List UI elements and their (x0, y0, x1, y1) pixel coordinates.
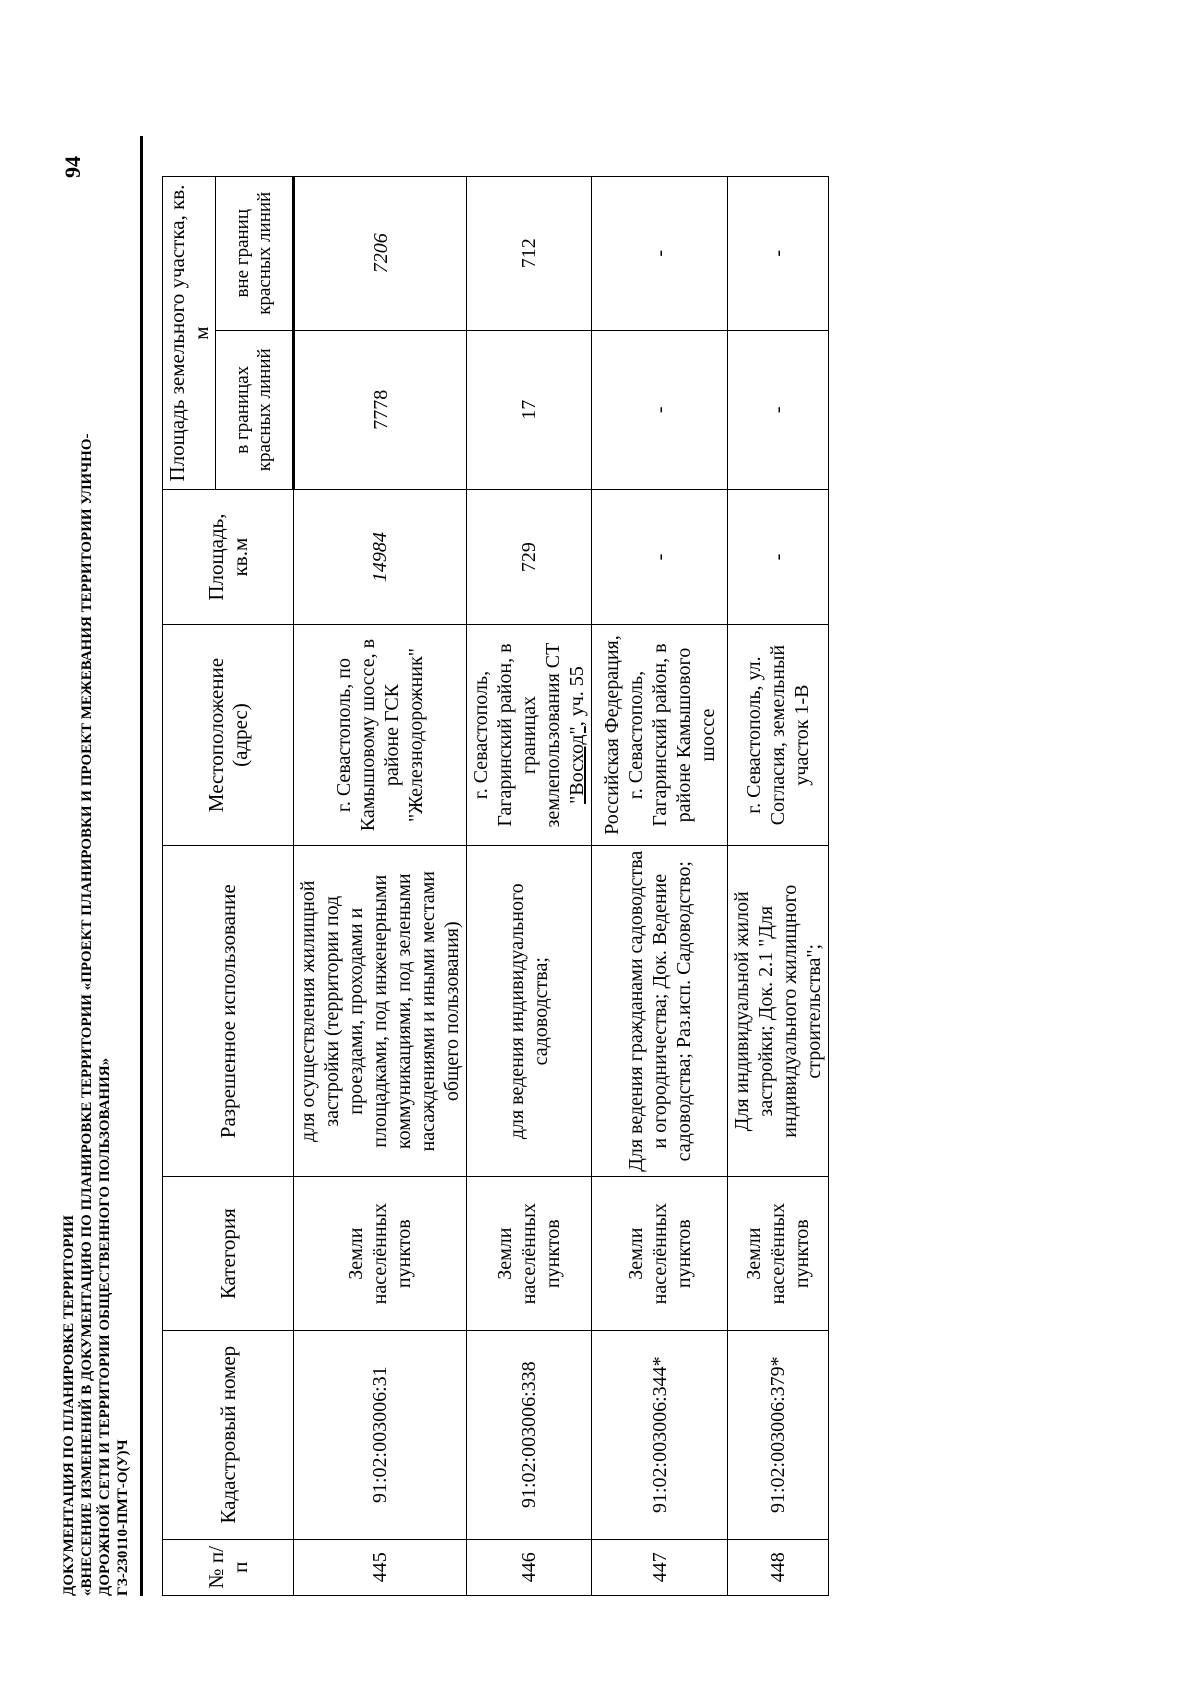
cell-location (467, 625, 592, 846)
cell-area: 729 (467, 490, 592, 625)
cell-category: Земли населённых пунктов (728, 1177, 829, 1330)
col-header-num: № п/п (163, 1539, 294, 1595)
document-header (60, 433, 132, 1596)
table-row (592, 177, 728, 1596)
location-text: , уч. 55 (566, 666, 588, 727)
col-header-inside-red-lines: в границах красных линий (216, 330, 294, 490)
col-header-outside-red-lines: вне границ красных линий (216, 177, 294, 331)
table-row (728, 177, 829, 1596)
cell-outside-red-lines: 712 (467, 177, 592, 331)
cell-category: Земли населённых пунктов (592, 1177, 728, 1330)
cell-cadastral: 91:02:003006:344* (592, 1330, 728, 1539)
col-header-area: Площадь, кв.м (163, 490, 294, 625)
cell-permitted-use: Для ведения гражданами садоводства и огородничества; Док. Ведение садоводства; Раз.исп. Садоводство; (592, 846, 728, 1177)
cell-outside-red-lines: 7206 (294, 177, 467, 331)
cell-inside-red-lines: 17 (467, 330, 592, 490)
cell-location: Российская Федерация, г. Севастополь, Гагаринский район, в районе Камышового шоссе (592, 625, 728, 846)
cell-num: 446 (467, 1539, 592, 1595)
location-text-underlined: "Восход" (566, 726, 588, 804)
cell-cadastral: 91:02:003006:379* (728, 1330, 829, 1539)
cell-cadastral: 91:02:003006:31 (294, 1330, 467, 1539)
location-text: г. Севастополь, Гагаринский район, в границах землепользования СТ (470, 642, 564, 828)
cell-category: Земли населённых пунктов (467, 1177, 592, 1330)
col-header-category: Категория (163, 1177, 294, 1330)
page-number: 94 (60, 156, 85, 178)
col-header-location: Местоположение (адрес) (163, 625, 294, 846)
header-line: ДОКУМЕНТАЦИЯ ПО ПЛАНИРОВКЕ ТЕРРИТОРИИ (61, 1215, 77, 1596)
cell-outside-red-lines: - (728, 177, 829, 331)
header-line: «ВНЕСЕНИЕ ИЗМЕНЕНИЙ В ДОКУМЕНТАЦИЮ ПО ПЛАНИРОВКЕ ТЕРРИТОРИИ «ПРОЕКТ ПЛАНИРОВКИ И ПРОЕКТ МЕЖЕВАНИЯ ТЕРРИТОРИИ УЛИЧНО- (79, 433, 95, 1596)
cell-area: - (728, 490, 829, 625)
cell-num: 447 (592, 1539, 728, 1595)
cell-area: 14984 (294, 490, 467, 625)
land-plot-table (162, 176, 829, 1596)
rotated-content (60, 96, 1150, 1596)
cell-permitted-use: для осуществления жилищной застройки (территории под проездами, проходами и площадками, под инженерными коммуникациями, под зелеными насаждениями и иными местами общего пользования) (294, 846, 467, 1177)
cell-num: 448 (728, 1539, 829, 1595)
header-line: ДОРОЖНОЙ СЕТИ И ТЕРРИТОРИИ ОБЩЕСТВЕННОГО ПОЛЬЗОВАНИЯ» (97, 1057, 113, 1596)
cell-location: г. Севастополь, ул. Согласия, земельный участок 1-В (728, 625, 829, 846)
cell-location: г. Севастополь, по Камышовому шоссе, в районе ГСК "Железнодорожник" (294, 625, 467, 846)
cell-area: - (592, 490, 728, 625)
table-row (467, 177, 592, 1596)
cell-cadastral: 91:02:003006:338 (467, 1330, 592, 1539)
cell-inside-red-lines: 7778 (294, 330, 467, 490)
cell-inside-red-lines: - (592, 330, 728, 490)
cell-category: Земли населённых пунктов (294, 1177, 467, 1330)
col-header-permitted-use: Разрешенное использование (163, 846, 294, 1177)
header-line: ГЗ-230110-ПМТ-О(У)Ч (115, 1439, 131, 1596)
cell-permitted-use: для ведения индивидуального садоводства; (467, 846, 592, 1177)
col-header-cadastral: Кадастровый номер (163, 1330, 294, 1539)
cell-permitted-use: Для индивидуальной жилой застройки; Док. 2.1 "Для индивидуального жилищного строительства"; (728, 846, 829, 1177)
cell-inside-red-lines: - (728, 330, 829, 490)
cell-num: 445 (294, 1539, 467, 1595)
cell-outside-red-lines: - (592, 177, 728, 331)
header-divider (140, 136, 143, 1596)
col-header-plot-area: Площадь земельного участка, кв. м (163, 177, 216, 490)
table-row (294, 177, 467, 1596)
